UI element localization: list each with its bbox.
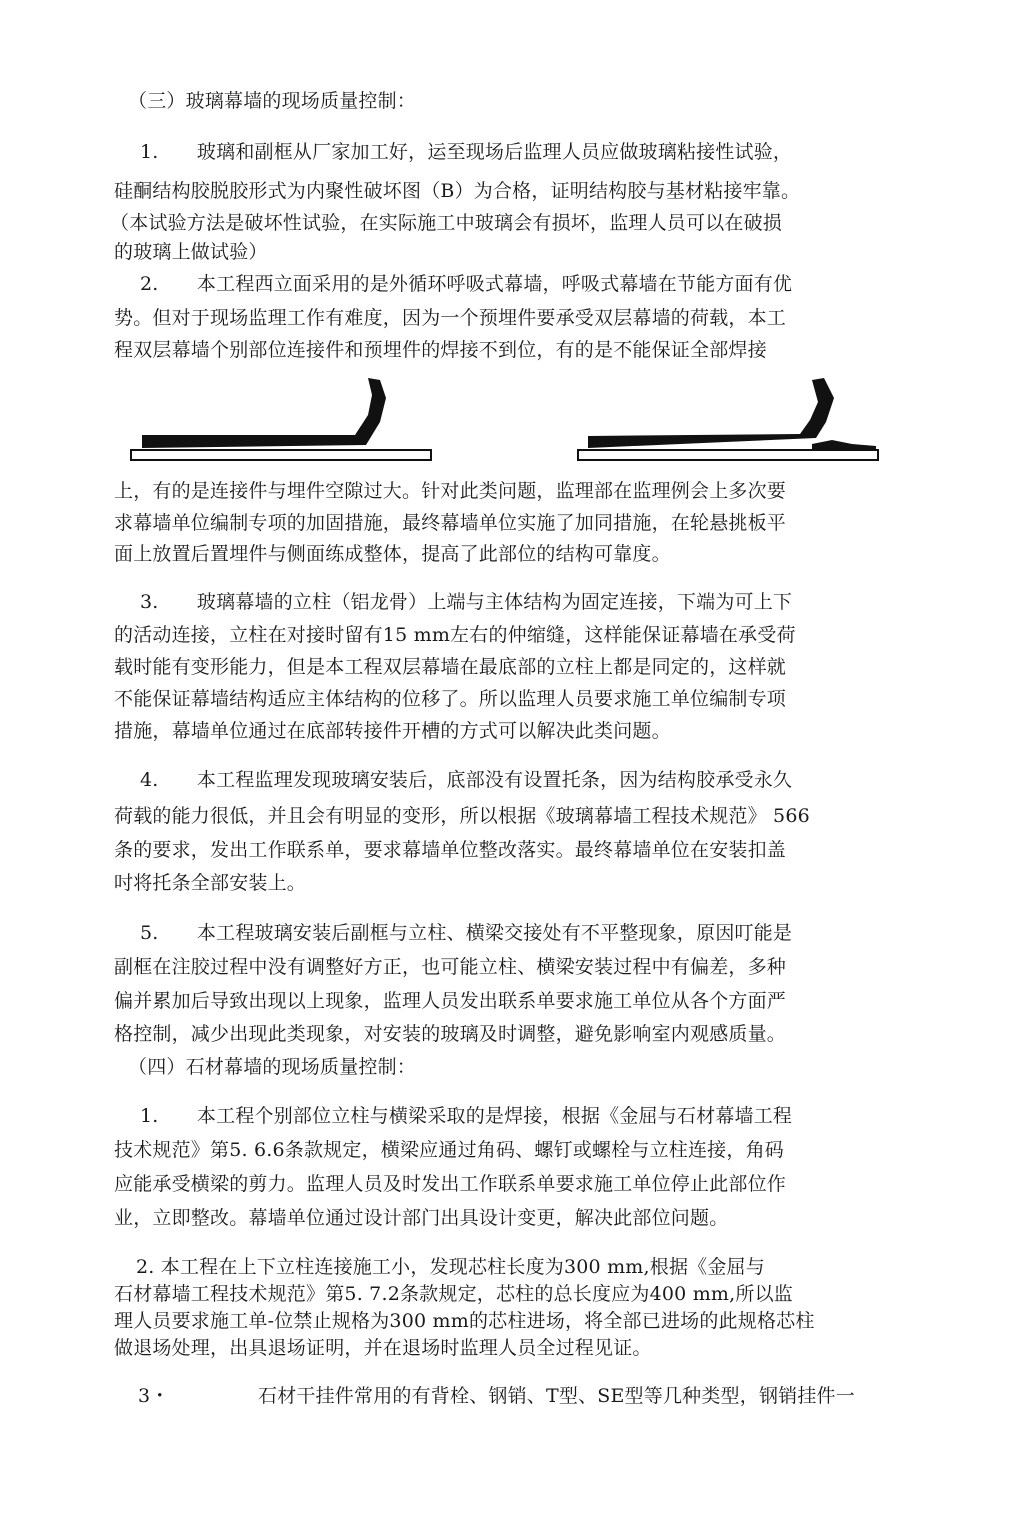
s3-item2-line5: 求幕墙单位编制专项的加固措施，最终幕墙单位实施了加同措施，在轮悬挑板平 — [114, 512, 787, 534]
s3-item1-line2: 硅酮结构胶脱胶形式为内聚性破坏图（B）为合格，证明结构胶与基材粘接牢靠。 — [114, 180, 801, 202]
s3-item2-line1: 2. 本工程西立面采用的是外循环呼吸式幕墙，呼吸式幕墙在节能方面有优 — [140, 273, 793, 295]
s4-item3-number: 3・ — [138, 1385, 170, 1407]
s3-item4-line3: 条的要求，发出工作联系单，要求幕墙单位整改落实。最终幕墙单位在安装扣盖 — [114, 839, 787, 861]
substrate-b — [578, 450, 878, 460]
sealant-b — [588, 378, 834, 448]
s4-item2-line1: 2. 本工程在上下立柱连接施工小，发现芯柱长度为300 mm,根据《金屈与 — [136, 1256, 765, 1278]
s3-item3-line2: 的活动连接，立柱在对接时留有15 mm左右的仲缩缝，这样能保证幕墙在承受荷 — [114, 624, 796, 646]
s4-item1-line2: 技术规范》第5. 6.6条款规定，横梁应通过角码、螺钉或螺栓与立柱连接，角码 — [114, 1139, 784, 1161]
s3-item5-line3: 偏并累加后导致出现以上现象，监理人员发出联系单要求施工单位从各个方面严 — [114, 990, 787, 1012]
s3-item1-line1: 1. 玻璃和副框从厂家加工好，运至现场后监理人员应做玻璃粘接性试验， — [140, 141, 793, 163]
sealant-a — [142, 378, 386, 448]
section4-heading: （四）石材幕墙的现场质量控制： — [128, 1056, 417, 1078]
figure-b-adhesive-failure — [578, 378, 878, 460]
s3-item5-line1: 5. 本工程玻璃安装后副框与立柱、横梁交接处有不平整现象，原因叮能是 — [140, 922, 793, 944]
s4-item1-line1: 1. 本工程个别部位立柱与横梁采取的是焊接，根据《金屈与石材幕墙工程 — [140, 1105, 793, 1127]
s3-item1-line4: 的玻璃上做试验） — [114, 241, 268, 263]
figure-a-cohesive-failure — [131, 378, 431, 460]
section3-heading: （三）玻璃幕墙的现场质量控制： — [128, 90, 417, 112]
s3-item4-line4: 吋将托条全部安装上。 — [114, 872, 307, 894]
s3-item3-line4: 不能保证幕墙结构适应主体结构的位移了。所以监理人员要求施工单位编制专项 — [114, 688, 787, 710]
s3-item2-line4: 上，有的是连接件与埋件空隙过大。针对此类问题，监理部在监理例会上多次要 — [114, 480, 787, 502]
s4-item1-line3: 应能承受横梁的剪力。监理人员及时发出工作联系单要求施工单位停止此部位作 — [114, 1173, 787, 1195]
s3-item3-line5: 措施，幕墙单位通过在底部转接件开槽的方式可以解决此类问题。 — [114, 720, 671, 742]
s3-item2-line6: 面上放置后置埋件与侧面练成整体，提高了此部位的结构可靠度。 — [114, 543, 671, 565]
s4-item2-line3: 理人员要求施工单-位禁止规格为300 mm的芯柱进场，将全部已进场的此规格芯柱 — [114, 1310, 815, 1332]
s3-item2-line2: 势。但对于现场监理工作有难度，因为一个预埋件要承受双层幕墙的荷载，本工 — [114, 307, 787, 329]
s4-item2-line2: 石材幕墙工程技术规范》第5. 7.2条款规定，芯柱的总长度应为400 mm,所以监 — [114, 1283, 793, 1305]
s3-item4-line1: 4. 本工程监理发现玻璃安装后，底部没有设置托条，因为结构胶承受永久 — [140, 769, 793, 791]
s3-item4-line2: 荷载的能力很低，并且会有明显的变形，所以根据《玻璃幕墙工程技术规范》 566 — [114, 805, 810, 827]
substrate-a — [131, 450, 431, 460]
sealant-b-residue — [812, 440, 876, 449]
s4-item1-line4: 业，立即整改。幕墙单位通过设计部门出具设计变更，解决此部位问题。 — [114, 1207, 729, 1229]
s4-item2-line4: 做退场处理，出具退场证明，并在退场时监理人员全过程见证。 — [114, 1337, 652, 1359]
s3-item1-line3: （本试验方法是破坏性试验，在实际施工中玻璃会有损坏，监理人员可以在破损 — [110, 212, 783, 234]
s3-item5-line2: 副框在注胶过程中没有调整好方正，也可能立柱、横梁安装过程中有偏差，多种 — [114, 956, 787, 978]
s3-item3-line1: 3. 玻璃幕墙的立柱（铝龙骨）上端与主体结构为固定连接，下端为可上下 — [140, 591, 793, 613]
s3-item5-line4: 格控制，减少出现此类现象，对安装的玻璃及时调整，避免影响室内观感质量。 — [114, 1023, 787, 1045]
adhesive-failure-figure — [0, 370, 1024, 480]
s4-item3-text: 石材干挂件常用的有背栓、钢销、T型、SE型等几种类型，钢销挂件一 — [258, 1385, 855, 1407]
s3-item2-line3: 程双层幕墙个别部位连接件和预埋件的焊接不到位，有的是不能保证全部焊接 — [114, 339, 767, 361]
s3-item3-line3: 载时能有变形能力，但是本工程双层幕墙在最底部的立柱上都是同定的，这样就 — [114, 656, 787, 678]
